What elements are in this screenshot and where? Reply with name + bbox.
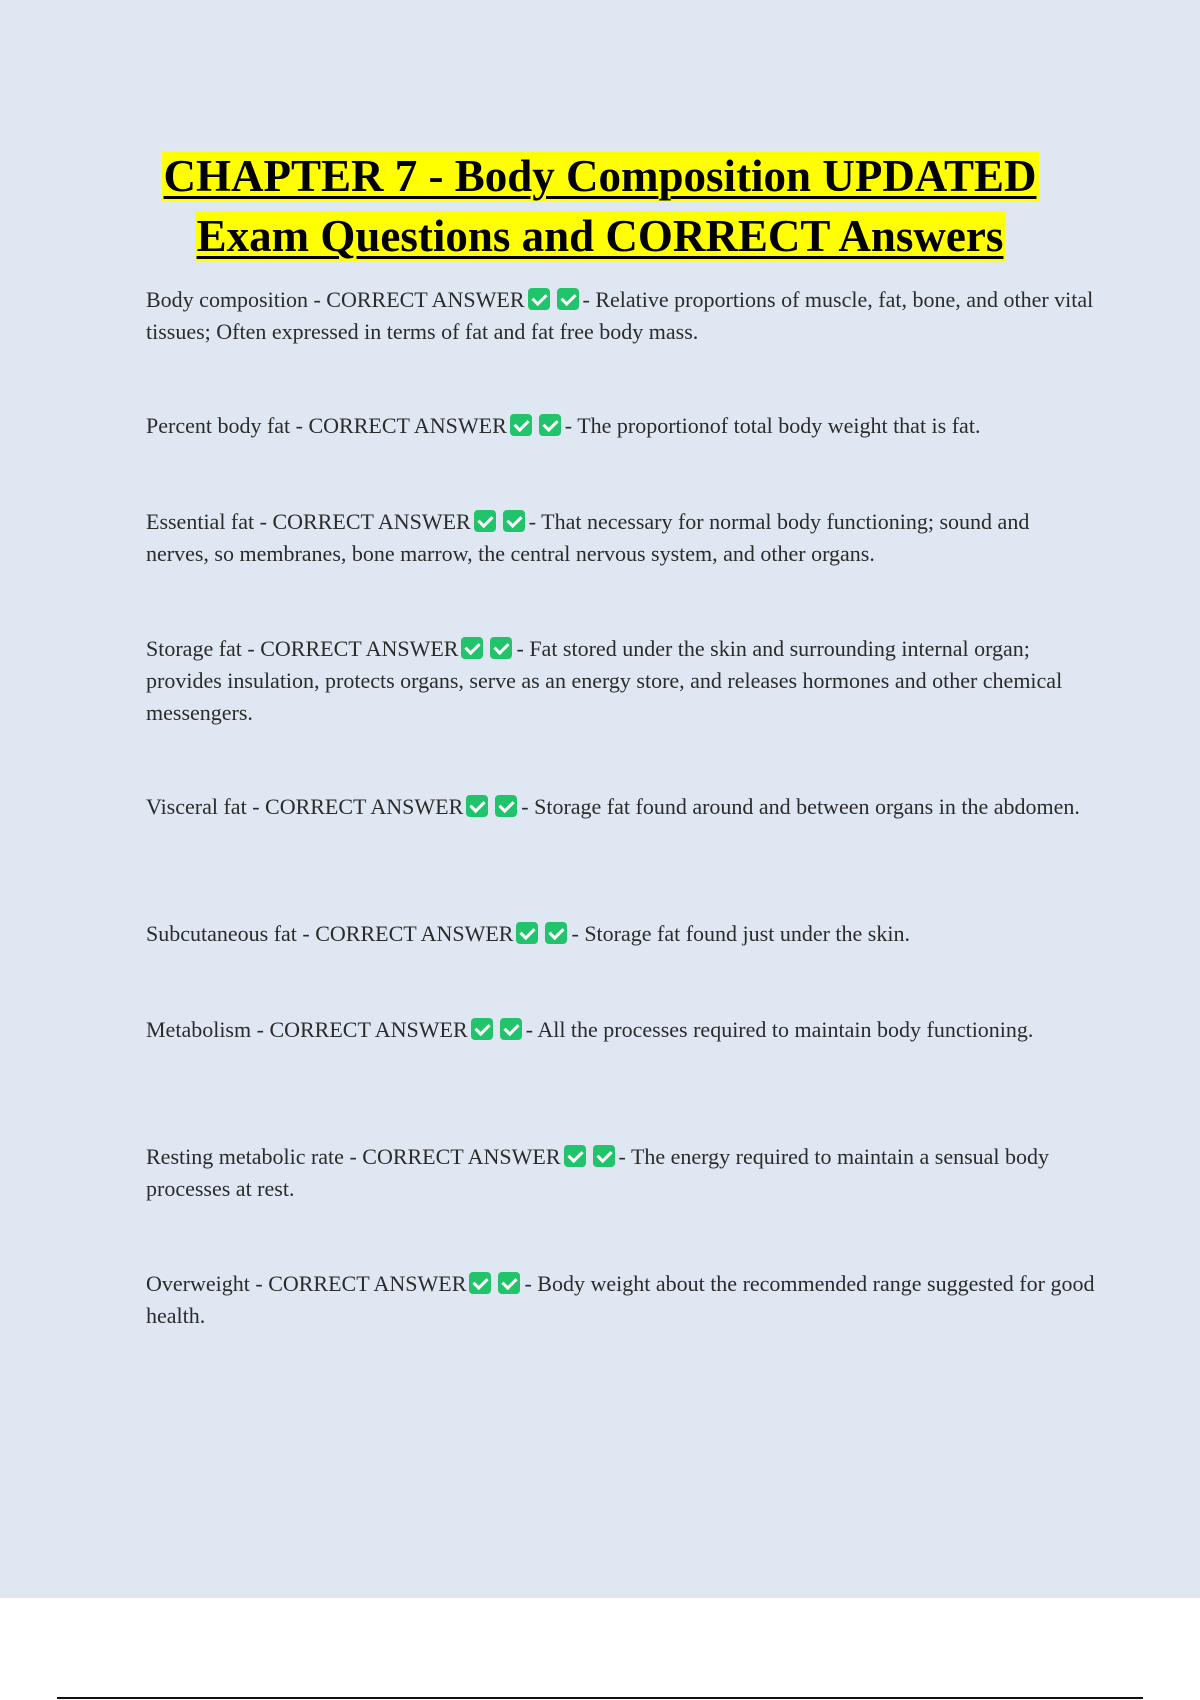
check-mark-icon bbox=[564, 1145, 586, 1167]
check-mark-icon bbox=[510, 414, 532, 436]
entry-definition: Storage fat found around and between organs in the abdomen. bbox=[534, 794, 1080, 819]
check-mark-icon bbox=[471, 1018, 493, 1040]
entry-definition: Body weight about the recommended range suggested for good health. bbox=[146, 1271, 1095, 1328]
entry-definition: All the processes required to maintain body functioning. bbox=[537, 1017, 1034, 1042]
entry-label: CORRECT ANSWER bbox=[315, 921, 514, 946]
check-mark-icon bbox=[498, 1272, 520, 1294]
entry-label: CORRECT ANSWER bbox=[362, 1144, 561, 1169]
list-item: Metabolism - CORRECT ANSWER - All the processes required to maintain body functioning. bbox=[146, 1017, 1034, 1042]
check-mark-icon bbox=[466, 795, 488, 817]
check-mark-icon bbox=[545, 922, 567, 944]
check-mark-icon bbox=[557, 288, 579, 310]
entry-definition: Relative proportions of muscle, fat, bone, and other vital tissues; Often expressed in terms of fat and fat free body mass. bbox=[146, 287, 1094, 344]
entry-label: CORRECT ANSWER bbox=[265, 794, 464, 819]
list-item: Storage fat - CORRECT ANSWER - Fat stored under the skin and surrounding internal organ; provides insulation, protects organs, serve as an energy store, and releases hormones and other chemical messengers. bbox=[146, 636, 1063, 725]
entry-term: Subcutaneous fat bbox=[146, 921, 297, 946]
entry-label: CORRECT ANSWER bbox=[269, 1017, 468, 1042]
title-line-2: Exam Questions and CORRECT Answers bbox=[196, 211, 1004, 261]
list-item: Subcutaneous fat - CORRECT ANSWER - Storage fat found just under the skin. bbox=[146, 921, 910, 946]
check-mark-icon bbox=[490, 637, 512, 659]
entry-term: Overweight bbox=[146, 1271, 250, 1296]
check-mark-icon bbox=[500, 1018, 522, 1040]
entry-term: Resting metabolic rate bbox=[146, 1144, 344, 1169]
entry-definition: Fat stored under the skin and surrounding internal organ; provides insulation, protects organs, serve as an energy store, and releases hormones and other chemical messengers. bbox=[146, 636, 1063, 725]
check-mark-icon bbox=[503, 510, 525, 532]
entry-term: Body composition bbox=[146, 287, 308, 312]
list-item: Overweight - CORRECT ANSWER - Body weight about the recommended range suggested for good health. bbox=[146, 1271, 1095, 1328]
check-mark-icon bbox=[539, 414, 561, 436]
entry-term: Metabolism bbox=[146, 1017, 252, 1042]
entry-label: CORRECT ANSWER bbox=[268, 1271, 467, 1296]
entry-label: CORRECT ANSWER bbox=[308, 413, 507, 438]
check-mark-icon bbox=[469, 1272, 491, 1294]
check-mark-icon bbox=[516, 922, 538, 944]
list-item: Visceral fat - CORRECT ANSWER - Storage fat found around and between organs in the abdomen. bbox=[146, 794, 1080, 819]
entry-definition: The proportionof total body weight that is fat. bbox=[577, 413, 981, 438]
check-mark-icon bbox=[495, 795, 517, 817]
entry-label: CORRECT ANSWER bbox=[326, 287, 525, 312]
list-item: Essential fat - CORRECT ANSWER - That necessary for normal body functioning; sound and nerves, so membranes, bone marrow, the central nervous system, and other organs. bbox=[146, 509, 1030, 566]
check-mark-icon bbox=[528, 288, 550, 310]
list-item: Percent body fat - CORRECT ANSWER - The proportionof total body weight that is fat. bbox=[146, 413, 981, 438]
entry-definition: That necessary for normal body functioning; sound and nerves, so membranes, bone marrow, the central nervous system, and other organs. bbox=[146, 509, 1030, 566]
list-item: Body composition - CORRECT ANSWER - Relative proportions of muscle, fat, bone, and other vital tissues; Often expressed in terms of fat and fat free body mass. bbox=[146, 287, 1094, 344]
entry-label: CORRECT ANSWER bbox=[260, 636, 459, 661]
entry-definition: The energy required to maintain a sensual body processes at rest. bbox=[146, 1144, 1050, 1201]
entry-label: CORRECT ANSWER bbox=[272, 509, 471, 534]
entry-term: Visceral fat bbox=[146, 794, 247, 819]
entry-term: Essential fat bbox=[146, 509, 255, 534]
list-item: Resting metabolic rate - CORRECT ANSWER - The energy required to maintain a sensual body processes at rest. bbox=[146, 1144, 1050, 1201]
check-mark-icon bbox=[593, 1145, 615, 1167]
entry-term: Storage fat bbox=[146, 636, 242, 661]
title-line-1: CHAPTER 7 - Body Composition UPDATED bbox=[163, 151, 1037, 201]
page-title bbox=[100, 146, 1100, 266]
check-mark-icon bbox=[461, 637, 483, 659]
footer-divider bbox=[57, 1697, 1143, 1699]
entry-term: Percent body fat bbox=[146, 413, 291, 438]
check-mark-icon bbox=[474, 510, 496, 532]
entry-definition: Storage fat found just under the skin. bbox=[584, 921, 910, 946]
